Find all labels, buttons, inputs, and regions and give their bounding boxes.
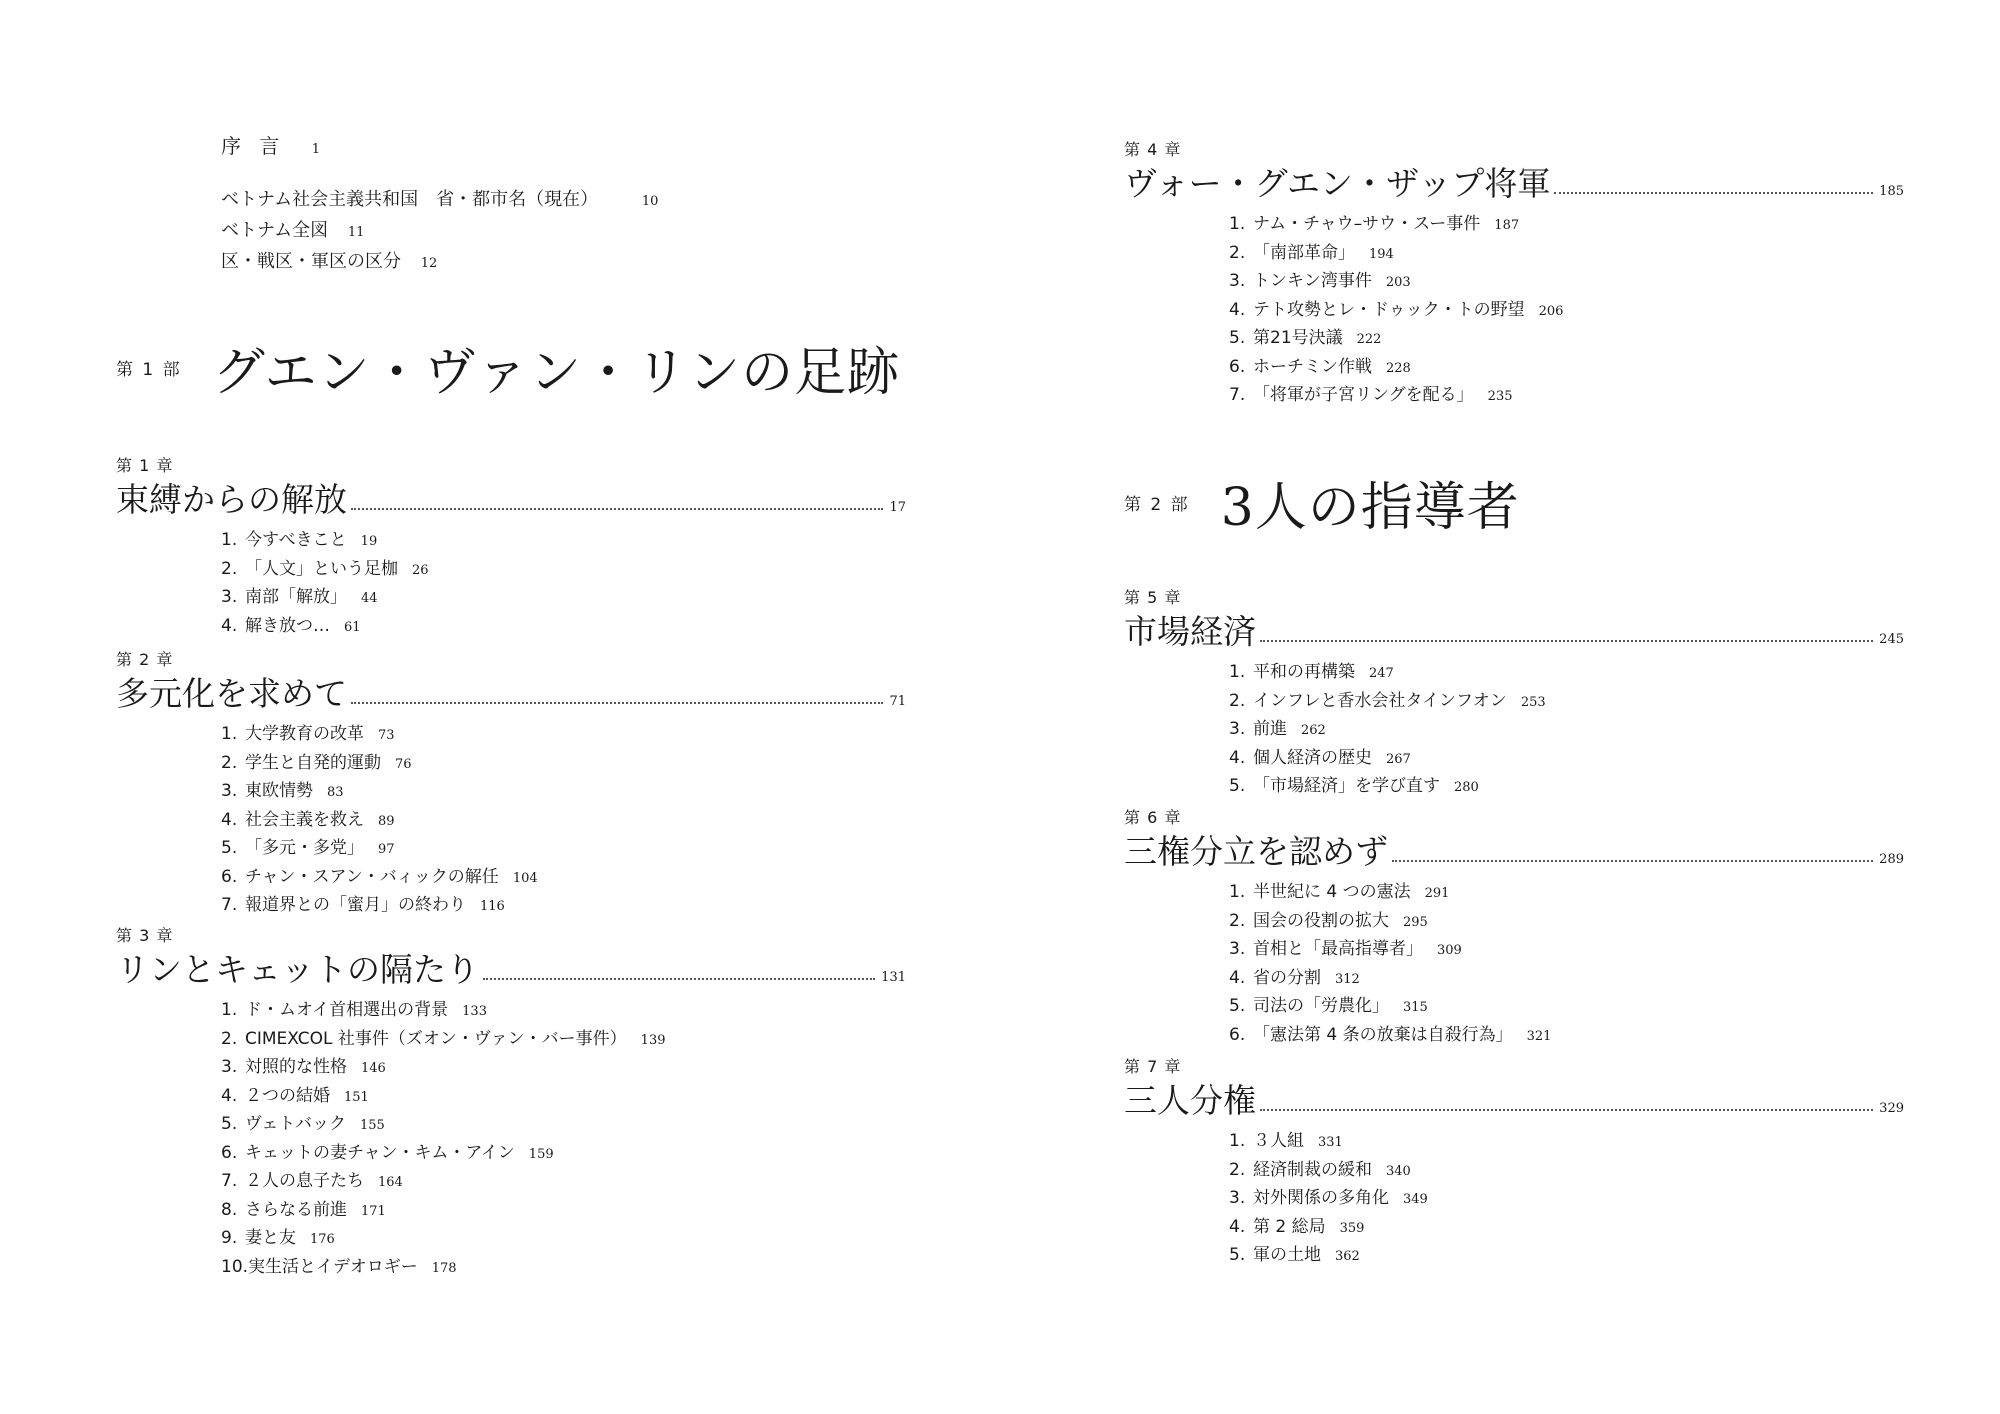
section-number: 4. [221, 1085, 238, 1106]
section-number: 1. [1229, 882, 1246, 902]
section-item [221, 807, 906, 836]
front-matter-item-page: 11 [347, 225, 365, 240]
section-list [116, 721, 906, 921]
section-item [1229, 965, 1904, 994]
section-page: 146 [361, 1061, 386, 1076]
chapter-title-row [116, 477, 906, 523]
front-matter-item [221, 247, 658, 278]
section-page: 176 [310, 1232, 335, 1247]
section-item [1229, 659, 1904, 688]
section-title: 首相と「最高指導者」 [1253, 939, 1423, 959]
section-title: 今すべきこと [245, 530, 347, 550]
section-number: 1. [1229, 662, 1246, 682]
section-title: 第21号決議 [1253, 328, 1343, 348]
section-number: 3. [1229, 271, 1246, 291]
section-title: 実生活とイデオロギー [248, 1256, 418, 1277]
section-title: 「憲法第 4 条の放棄は自殺行為」 [1253, 1024, 1513, 1045]
section-title: 大学教育の改革 [245, 724, 364, 744]
section-item [221, 556, 906, 585]
section-number: 3. [221, 587, 238, 607]
section-page: 139 [640, 1032, 666, 1048]
section-number: 3. [1229, 719, 1246, 739]
section-number: 2. [1229, 910, 1246, 931]
section-title: 妻と友 [245, 1228, 296, 1248]
dot-leader [1554, 192, 1873, 194]
section-number: 4. [1229, 967, 1246, 988]
part-heading [1124, 465, 1520, 540]
section-item [1229, 716, 1904, 745]
chapter-title-row [1124, 161, 1904, 207]
section-page: 61 [344, 619, 361, 635]
section-item [1229, 745, 1904, 774]
front-matter-item-label: ベトナム全図 [221, 220, 329, 241]
section-item [1229, 1214, 1904, 1243]
section-list [116, 527, 906, 641]
section-item [1229, 1242, 1904, 1271]
section-page: 89 [378, 813, 395, 829]
section-page: 155 [359, 1118, 385, 1133]
section-title: CIMEXCOL 社事件（ズオン・ヴァン・バー事件） [245, 1028, 627, 1049]
section-page: 83 [327, 785, 344, 800]
section-page: 104 [512, 870, 538, 886]
front-matter [221, 130, 658, 278]
section-item [221, 750, 906, 779]
section-item [221, 721, 906, 750]
left-page [116, 0, 906, 1414]
section-item [1229, 268, 1904, 297]
section-title: 司法の「労農化」 [1253, 996, 1389, 1016]
chapter-title-row [1124, 829, 1904, 875]
section-title: ２人の息子たち [245, 1171, 364, 1191]
section-title: ホーチミン作戦 [1253, 356, 1372, 377]
front-matter-item-page: 12 [420, 256, 438, 271]
section-page: 164 [378, 1175, 403, 1190]
section-item [221, 835, 906, 864]
section-item [221, 997, 906, 1026]
section-number: 4. [1229, 1216, 1246, 1237]
section-item [1229, 1022, 1904, 1051]
section-page: 280 [1454, 780, 1479, 795]
section-number: 8. [221, 1199, 238, 1220]
section-item [221, 527, 906, 556]
section-title: 「多元・多党」 [245, 838, 364, 858]
section-page: 171 [361, 1203, 386, 1219]
chapter [116, 649, 906, 921]
section-number: 1. [1229, 1131, 1246, 1151]
section-title: ３人組 [1253, 1131, 1304, 1151]
chapter-label: 第 4 章 [1124, 140, 1182, 159]
section-item [221, 1197, 906, 1226]
front-matter-item-page: 10 [641, 194, 659, 209]
section-number: 1. [1229, 214, 1246, 234]
section-page: 133 [462, 1004, 487, 1019]
dot-leader [1392, 860, 1873, 862]
chapter-title-row [1124, 609, 1904, 655]
section-title: キェットの妻チャン・キム・アイン [245, 1142, 515, 1163]
part-title: 3人の指導者 [1220, 478, 1520, 538]
section-list [116, 997, 906, 1282]
section-item [221, 778, 906, 807]
chapter [116, 455, 906, 641]
section-number: 3. [1229, 1188, 1246, 1208]
section-number: 5. [1229, 328, 1246, 348]
chapter-page: 289 [1879, 852, 1904, 867]
section-number: 6. [221, 866, 238, 887]
dot-leader [1260, 640, 1873, 642]
section-title: ２つの結婚 [245, 1085, 330, 1106]
section-item [1229, 773, 1904, 802]
section-number: 2. [1229, 1159, 1246, 1180]
section-number: 1. [221, 724, 238, 744]
section-number: 5. [1229, 996, 1246, 1016]
section-number: 2. [221, 752, 238, 773]
chapter-title: 三権分立を認めず [1124, 832, 1388, 871]
chapter-title-row [1124, 1078, 1904, 1124]
dot-leader [351, 508, 883, 510]
section-number: 10. [221, 1256, 249, 1277]
part-label: 第 2 部 [1124, 495, 1190, 515]
section-page: 116 [480, 899, 505, 914]
section-title: 軍の土地 [1253, 1245, 1321, 1265]
chapter-title: 束縛からの解放 [116, 480, 347, 519]
section-page: 178 [431, 1260, 457, 1276]
front-matter-item-label: ベトナム社会主義共和国 省・都市名（現在） [221, 189, 599, 210]
section-page: 315 [1403, 1000, 1428, 1015]
section-item [1229, 211, 1904, 240]
section-title: トンキン湾事件 [1253, 271, 1372, 291]
chapter-label: 第 5 章 [1124, 588, 1182, 607]
section-title: 第 2 総局 [1253, 1216, 1326, 1237]
section-title: 社会主義を救え [245, 809, 364, 830]
section-number: 3. [221, 1057, 238, 1077]
front-matter-item [221, 216, 658, 247]
section-item [1229, 936, 1904, 965]
section-page: 247 [1369, 666, 1394, 681]
section-number: 5. [221, 838, 238, 858]
section-page: 222 [1356, 332, 1382, 347]
section-item [221, 1026, 906, 1055]
section-title: 対外関係の多角化 [1253, 1188, 1389, 1208]
section-number: 7. [221, 1171, 238, 1191]
section-page: 19 [360, 534, 378, 549]
section-number: 6. [1229, 356, 1246, 377]
section-title: インフレと香水会社タインフオン [1253, 690, 1507, 711]
chapter-title: ヴォー・グエン・ザップ将軍 [1124, 164, 1551, 203]
section-number: 5. [1229, 1245, 1246, 1265]
section-page: 159 [528, 1146, 554, 1162]
chapter-title-row [116, 671, 906, 717]
section-item [221, 1225, 906, 1254]
section-item [221, 892, 906, 921]
section-item [221, 1168, 906, 1197]
section-item [1229, 1185, 1904, 1214]
section-page: 203 [1385, 275, 1411, 290]
section-page: 295 [1403, 914, 1428, 930]
section-title: 前進 [1253, 719, 1287, 739]
section-page: 235 [1487, 389, 1513, 404]
section-list [1124, 1128, 1904, 1271]
section-title: テト攻勢とレ・ドゥック・トの野望 [1253, 299, 1525, 320]
chapter [116, 925, 906, 1282]
section-page: 44 [361, 591, 378, 606]
section-item [1229, 688, 1904, 717]
section-item [1229, 297, 1904, 326]
section-title: 平和の再構築 [1253, 662, 1355, 682]
front-matter-item [221, 185, 658, 216]
section-list [1124, 659, 1904, 802]
preface-page: 1 [311, 142, 326, 157]
section-number: 2. [221, 558, 238, 579]
chapter-title-row [116, 947, 906, 993]
section-page: 76 [395, 756, 412, 772]
section-item [221, 1254, 906, 1283]
section-item [1229, 382, 1904, 411]
section-item [221, 584, 906, 613]
chapter-title: 三人分権 [1124, 1081, 1256, 1120]
section-page: 151 [344, 1089, 369, 1105]
section-title: 個人経済の歴史 [1253, 747, 1372, 768]
section-item [1229, 993, 1904, 1022]
section-number: 4. [221, 809, 238, 830]
section-item [1229, 354, 1904, 383]
section-number: 5. [221, 1114, 238, 1134]
section-number: 3. [1229, 939, 1246, 959]
section-title: 「人文」という足枷 [245, 558, 398, 579]
section-page: 291 [1424, 886, 1450, 901]
section-title: ナム・チャウ–サウ・スー事件 [1253, 214, 1481, 234]
chapter-label: 第 7 章 [1124, 1057, 1182, 1076]
section-title: 半世紀に 4 つの憲法 [1253, 882, 1411, 902]
section-number: 6. [221, 1142, 238, 1163]
section-item [1229, 879, 1904, 908]
right-page [1124, 0, 1904, 1414]
section-number: 3. [221, 781, 238, 801]
section-item [221, 1140, 906, 1169]
chapter-page: 245 [1879, 632, 1904, 647]
chapter-page: 17 [889, 500, 906, 515]
section-title: 「市場経済」を学び直す [1253, 776, 1440, 796]
section-number: 7. [221, 895, 238, 915]
section-title: 省の分割 [1253, 967, 1321, 988]
section-title: 「南部革命」 [1253, 242, 1355, 263]
section-title: ド・ムオイ首相選出の背景 [245, 1000, 449, 1020]
section-number: 7. [1229, 385, 1246, 405]
section-item [221, 1054, 906, 1083]
section-page: 97 [378, 842, 395, 857]
section-item [1229, 1157, 1904, 1186]
section-page: 26 [412, 562, 429, 578]
chapter [1124, 807, 1904, 1050]
chapter-title: 市場経済 [1124, 612, 1256, 651]
section-page: 267 [1386, 751, 1411, 767]
section-page: 340 [1386, 1163, 1411, 1179]
chapter-title: 多元化を求めて [116, 674, 347, 713]
chapter-title: リンとキェットの隔たり [116, 950, 479, 989]
part-label: 第 1 部 [116, 360, 182, 380]
section-page: 253 [1520, 694, 1546, 710]
section-page: 312 [1335, 971, 1360, 987]
section-title: チャン・スアン・バィックの解任 [245, 866, 499, 887]
section-title: 学生と自発的運動 [245, 752, 381, 773]
section-page: 187 [1494, 218, 1520, 233]
section-title: ヴェトバック [245, 1114, 346, 1134]
preface-entry [221, 130, 658, 159]
section-item [221, 864, 906, 893]
section-page: 73 [378, 728, 395, 743]
chapter [1124, 1056, 1904, 1271]
part-title: グエン・ヴァン・リンの足跡 [212, 343, 901, 403]
section-title: 経済制裁の緩和 [1253, 1159, 1372, 1180]
preface-label: 序 言 [221, 134, 286, 158]
dot-leader [483, 978, 875, 980]
chapter-page: 185 [1879, 184, 1904, 199]
section-number: 9. [221, 1228, 238, 1248]
section-title: 対照的な性格 [245, 1057, 347, 1077]
section-number: 4. [221, 615, 238, 636]
section-page: 362 [1335, 1249, 1360, 1264]
chapter-page: 131 [881, 970, 906, 985]
section-title: 国会の役割の拡大 [1253, 910, 1389, 931]
front-matter-item-label: 区・戦区・軍区の区分 [221, 251, 401, 272]
chapter [1124, 139, 1904, 411]
section-item [1229, 240, 1904, 269]
dot-leader [351, 702, 883, 704]
part-heading [116, 330, 900, 405]
section-number: 2. [1229, 690, 1246, 711]
section-title: 解き放つ… [245, 615, 330, 636]
section-item [1229, 1128, 1904, 1157]
section-title: さらなる前進 [245, 1199, 347, 1220]
section-page: 321 [1526, 1028, 1552, 1044]
section-title: 報道界との「蜜月」の終わり [245, 895, 466, 915]
section-title: 南部「解放」 [245, 587, 347, 607]
chapter-page: 329 [1879, 1101, 1904, 1116]
section-number: 1. [221, 1000, 238, 1020]
section-page: 228 [1386, 360, 1411, 376]
section-list [1124, 879, 1904, 1050]
chapter [1124, 587, 1904, 802]
chapter-label: 第 1 章 [116, 456, 174, 475]
section-title: 「将軍が子宮リングを配る」 [1253, 385, 1474, 405]
section-page: 359 [1339, 1220, 1365, 1236]
chapter-label: 第 2 章 [116, 650, 174, 669]
section-number: 5. [1229, 776, 1246, 796]
section-title: 東欧情勢 [245, 781, 313, 801]
section-item [221, 1083, 906, 1112]
section-page: 262 [1301, 723, 1326, 738]
section-number: 2. [221, 1028, 238, 1049]
chapter-label: 第 6 章 [1124, 808, 1182, 827]
section-page: 194 [1369, 246, 1394, 262]
dot-leader [1260, 1109, 1873, 1111]
chapter-label: 第 3 章 [116, 926, 174, 945]
section-item [221, 1111, 906, 1140]
section-item [1229, 908, 1904, 937]
section-page: 206 [1538, 303, 1564, 319]
section-list [1124, 211, 1904, 411]
section-number: 2. [1229, 242, 1246, 263]
section-number: 1. [221, 530, 238, 550]
section-number: 6. [1229, 1024, 1246, 1045]
section-number: 4. [1229, 747, 1246, 768]
section-page: 331 [1318, 1135, 1343, 1150]
section-page: 309 [1437, 943, 1462, 958]
section-item [1229, 325, 1904, 354]
section-page: 349 [1403, 1192, 1428, 1207]
section-item [221, 613, 906, 642]
section-number: 4. [1229, 299, 1246, 320]
chapter-page: 71 [889, 694, 906, 709]
